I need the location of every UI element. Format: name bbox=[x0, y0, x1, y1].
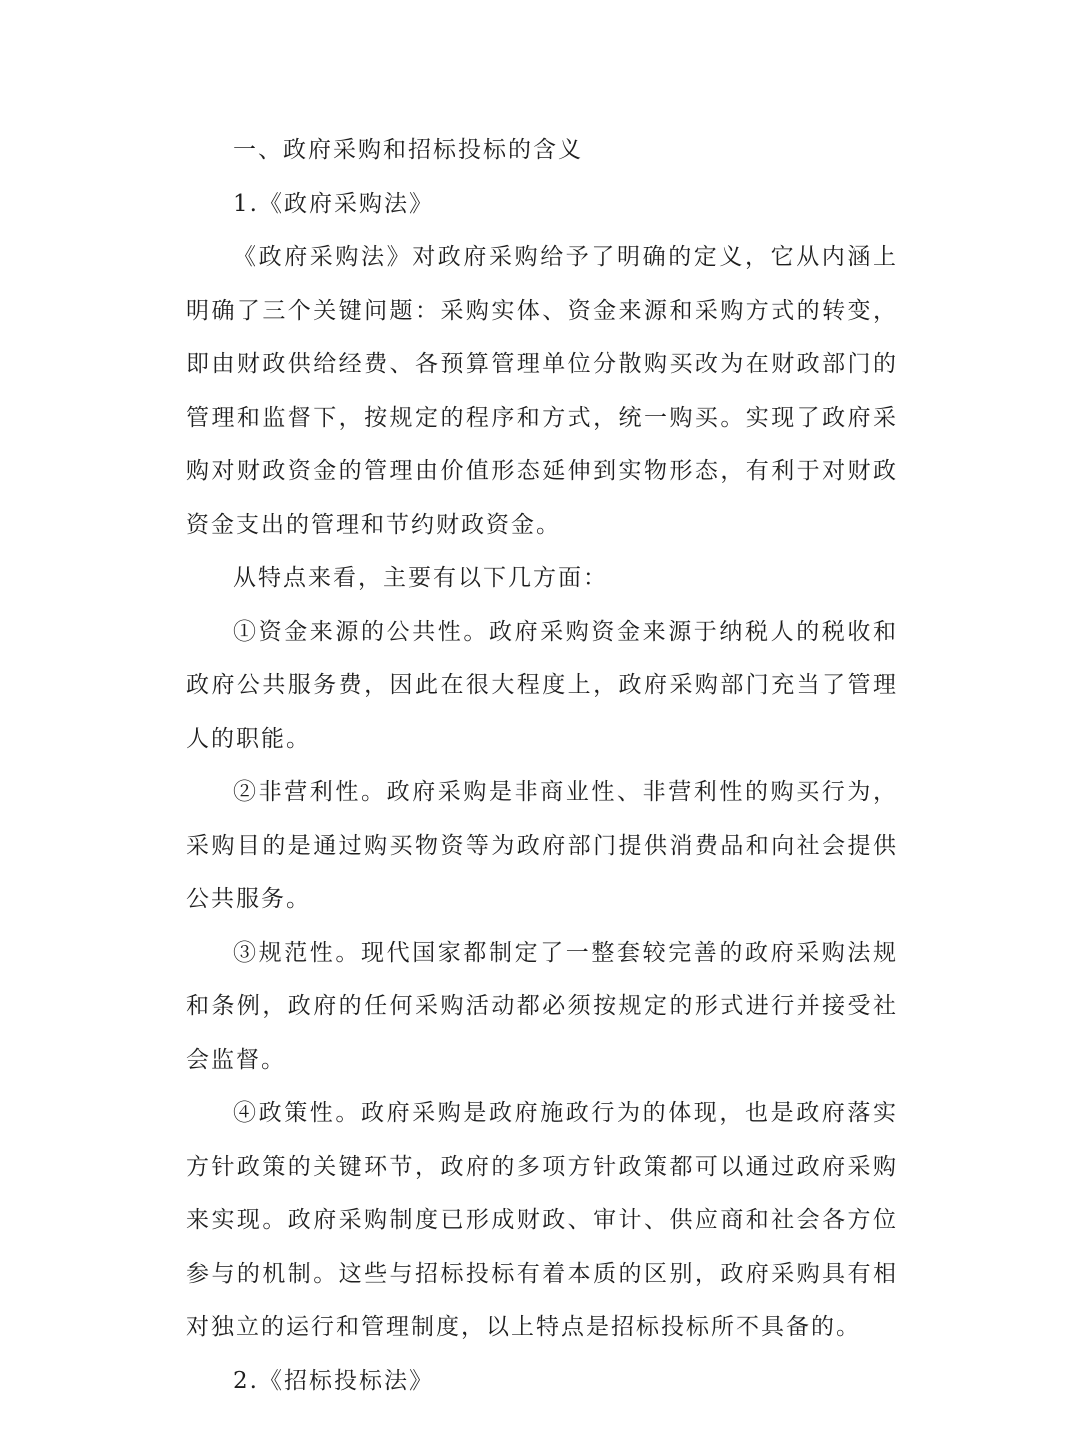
subsection-heading-procurement-law: 1.《政府采购法》 bbox=[233, 190, 434, 217]
paragraph-point-2: ②非营利性。政府采购是非商业性、非营利性的购买行为，采购目的是通过购买物资等为政府部门提供消费品和向社会提供公共服务。 bbox=[186, 779, 898, 912]
paragraph-characteristics-intro: 从特点来看，主要有以下几方面： bbox=[233, 565, 608, 591]
paragraph-point-4: ④政策性。政府采购是政府施政行为的体现，也是政府落实方针政策的关键环节，政府的多项方针政策都可以通过政府采购来实现。政府采购制度已形成财政、审计、供应商和社会各方位参与的机制。这些与招标投标有着本质的区别，政府采购具有相对独立的运行和管理制度，以上特点是招标投标所不具备的。 bbox=[186, 1100, 898, 1340]
subsection-heading-bidding-law: 2.《招标投标法》 bbox=[233, 1367, 434, 1394]
paragraph-definition: 《政府采购法》对政府采购给予了明确的定义，它从内涵上明确了三个关键问题：采购实体、资金来源和采购方式的转变，即由财政供给经费、各预算管理单位分散购买改为在财政部门的管理和监督下，按规定的程序和方式，统一购买。实现了政府采购对财政资金的管理由价值形态延伸到实物形态，有利于对财政资金支出的管理和节约财政资金。 bbox=[186, 244, 898, 538]
paragraph-point-1: ①资金来源的公共性。政府采购资金来源于纳税人的税收和政府公共服务费，因此在很大程度上，政府采购部门充当了管理人的职能。 bbox=[186, 618, 898, 752]
section-heading: 一、政府采购和招标投标的含义 bbox=[233, 137, 583, 163]
paragraph-point-3: ③规范性。现代国家都制定了一整套较完善的政府采购法规和条例，政府的任何采购活动都必须按规定的形式进行并接受社会监督。 bbox=[186, 939, 898, 1073]
document-page bbox=[186, 124, 898, 1408]
